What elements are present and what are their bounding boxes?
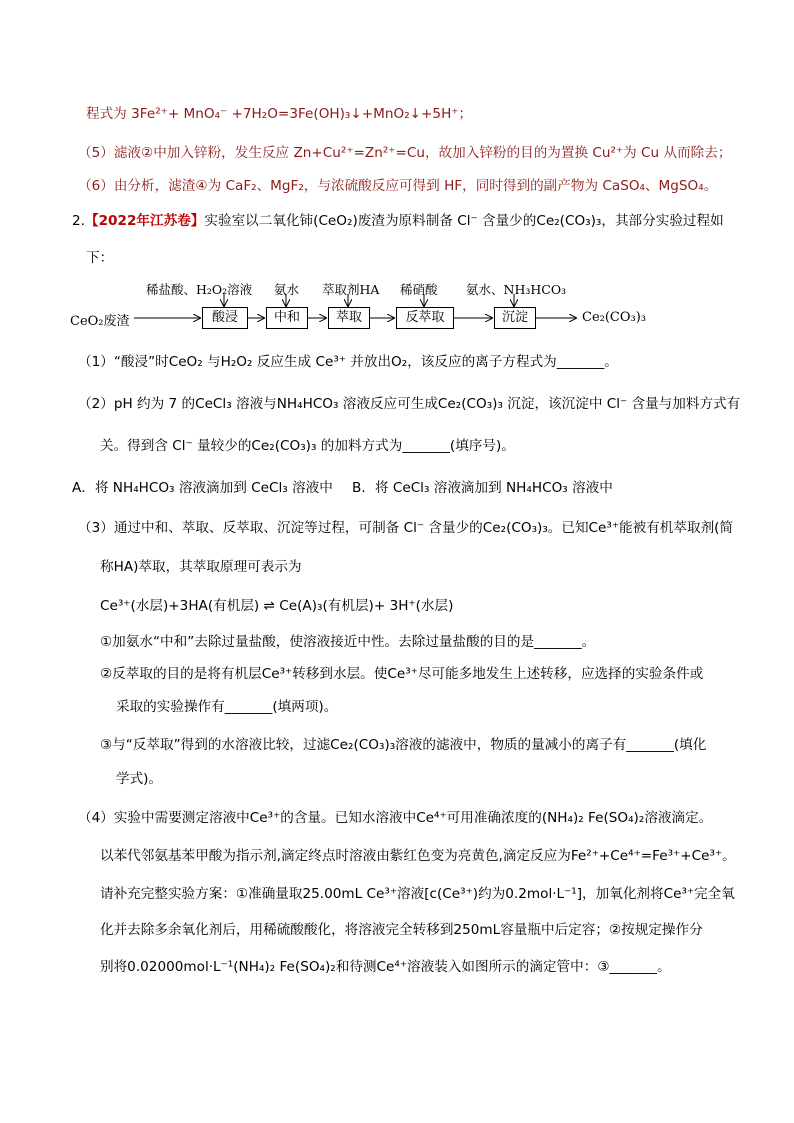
flow-start-label: CeO₂废渣 xyxy=(70,314,130,329)
flow-step-acid-leach: 酸浸 xyxy=(202,307,248,329)
reagent-neutralize: 氨水 xyxy=(274,282,300,297)
flow-step-neutralize: 中和 xyxy=(266,307,308,329)
answer-line-6: （6）由分析，滤渣④为 CaF₂、MgF₂，与浓硫酸反应可得到 HF，同时得到的副产物为 CaSO₄、MgSO₄。 xyxy=(78,178,718,194)
option-b: B．将 CeCl₃ 溶液滴加到 NH₄HCO₃ 溶液中 xyxy=(352,480,613,496)
sub-question-1: （1）“酸浸”时CeO₂ 与H₂O₂ 反应生成 Ce³⁺ 并放出O₂，该反应的离子方程式为_______。 xyxy=(78,354,618,370)
question-source: 【2022年江苏卷】 xyxy=(84,213,205,229)
question-stem-cont: 下： xyxy=(86,250,114,266)
question-2-header xyxy=(72,211,724,231)
sub-question-4-line2: 以苯代邻氨基苯甲酸为指示剂,滴定终点时溶液由紫红色变为亮黄色,滴定反应为Fe²⁺+Ce⁴⁺=Fe³⁺+Ce³⁺。 xyxy=(100,848,736,864)
flow-step-precipitate: 沉淀 xyxy=(494,307,536,329)
sub-question-4-line3: 请补充完整实验方案：①准确量取25.00mL Ce³⁺溶液[c(Ce³⁺)约为0.2mol·L⁻¹]，加氧化剂将Ce³⁺完全氧 xyxy=(100,886,735,902)
sub-question-3-item1: ①加氨水“中和”去除过量盐酸，使溶液接近中性。去除过量盐酸的目的是_______。 xyxy=(100,634,596,650)
sub-question-2-line2: 关。得到含 Cl⁻ 量较少的Ce₂(CO₃)₃ 的加料方式为_______(填序号)。 xyxy=(100,438,515,454)
sub-question-3-item2-cont: 采取的实验操作有_______(填两项)。 xyxy=(116,699,338,715)
question-number: 2. xyxy=(72,213,85,229)
sub-question-3-item2: ②反萃取的目的是将有机层Ce³⁺转移到水层。使Ce³⁺尽可能多地发生上述转移，应选择的实验条件或 xyxy=(100,666,704,682)
flow-end-label: Ce₂(CO₃)₃ xyxy=(582,310,647,325)
sub-question-3-line2: 称HA)萃取，其萃取原理可表示为 xyxy=(100,559,302,575)
sub-question-3-line1: （3）通过中和、萃取、反萃取、沉淀等过程，可制备 Cl⁻ 含量少的Ce₂(CO₃)₃。已知Ce³⁺能被有机萃取剂(简 xyxy=(78,520,734,536)
extraction-equilibrium-equation: Ce³⁺(水层)+3HA(有机层) ⇌ Ce(A)₃(有机层)+ 3H⁺(水层) xyxy=(100,598,454,614)
answer-line-ionic-equation: 程式为 3Fe²⁺+ MnO₄⁻ +7H₂O=3Fe(OH)₃↓+MnO₂↓+5H⁺； xyxy=(86,106,473,122)
reagent-extract: 萃取剂HA xyxy=(322,282,380,297)
option-a: A．将 NH₄HCO₃ 溶液滴加到 CeCl₃ 溶液中 xyxy=(72,480,333,496)
flow-step-extract: 萃取 xyxy=(328,307,370,329)
question-stem: 实验室以二氧化铈(CeO₂)废渣为原料制备 Cl⁻ 含量少的Ce₂(CO₃)₃，其部分实验过程如 xyxy=(204,213,724,229)
reagent-back-extract: 稀硝酸 xyxy=(400,282,438,297)
flow-step-back-extract: 反萃取 xyxy=(396,307,454,329)
sub-question-4-line1: （4）实验中需要测定溶液中Ce³⁺的含量。已知水溶液中Ce⁴⁺可用准确浓度的(NH₄)₂ Fe(SO₄)₂溶液滴定。 xyxy=(78,810,713,826)
answer-line-5: （5）滤液②中加入锌粉，发生反应 Zn+Cu²⁺=Zn²⁺=Cu，故加入锌粉的目的为置换 Cu²⁺为 Cu 从而除去； xyxy=(78,145,732,161)
sub-question-2-line1: （2）pH 约为 7 的CeCl₃ 溶液与NH₄HCO₃ 溶液反应可生成Ce₂(CO₃)₃ 沉淀，该沉淀中 Cl⁻ 含量与加料方式有 xyxy=(78,396,741,412)
sub-question-3-item3: ③与“反萃取”得到的水溶液比较，过滤Ce₂(CO₃)₃溶液的滤液中，物质的量减小的离子有_______(填化 xyxy=(100,737,707,753)
sub-question-4-line5: 别将0.02000mol·L⁻¹(NH₄)₂ Fe(SO₄)₂和待测Ce⁴⁺溶液装入如图所示的滴定管中：③_______。 xyxy=(100,959,671,975)
sub-question-4-line4: 化并去除多余氧化剂后，用稀硫酸酸化，将溶液完全转移到250mL容量瓶中后定容；②按规定操作分 xyxy=(100,922,703,938)
reagent-precipitate: 氨水、NH₃HCO₃ xyxy=(466,282,567,297)
reagent-acid-leach: 稀盐酸、H₂O₂溶液 xyxy=(146,282,253,297)
process-flow-diagram xyxy=(70,280,720,340)
sub-question-3-item3-cont: 学式)。 xyxy=(116,771,163,787)
